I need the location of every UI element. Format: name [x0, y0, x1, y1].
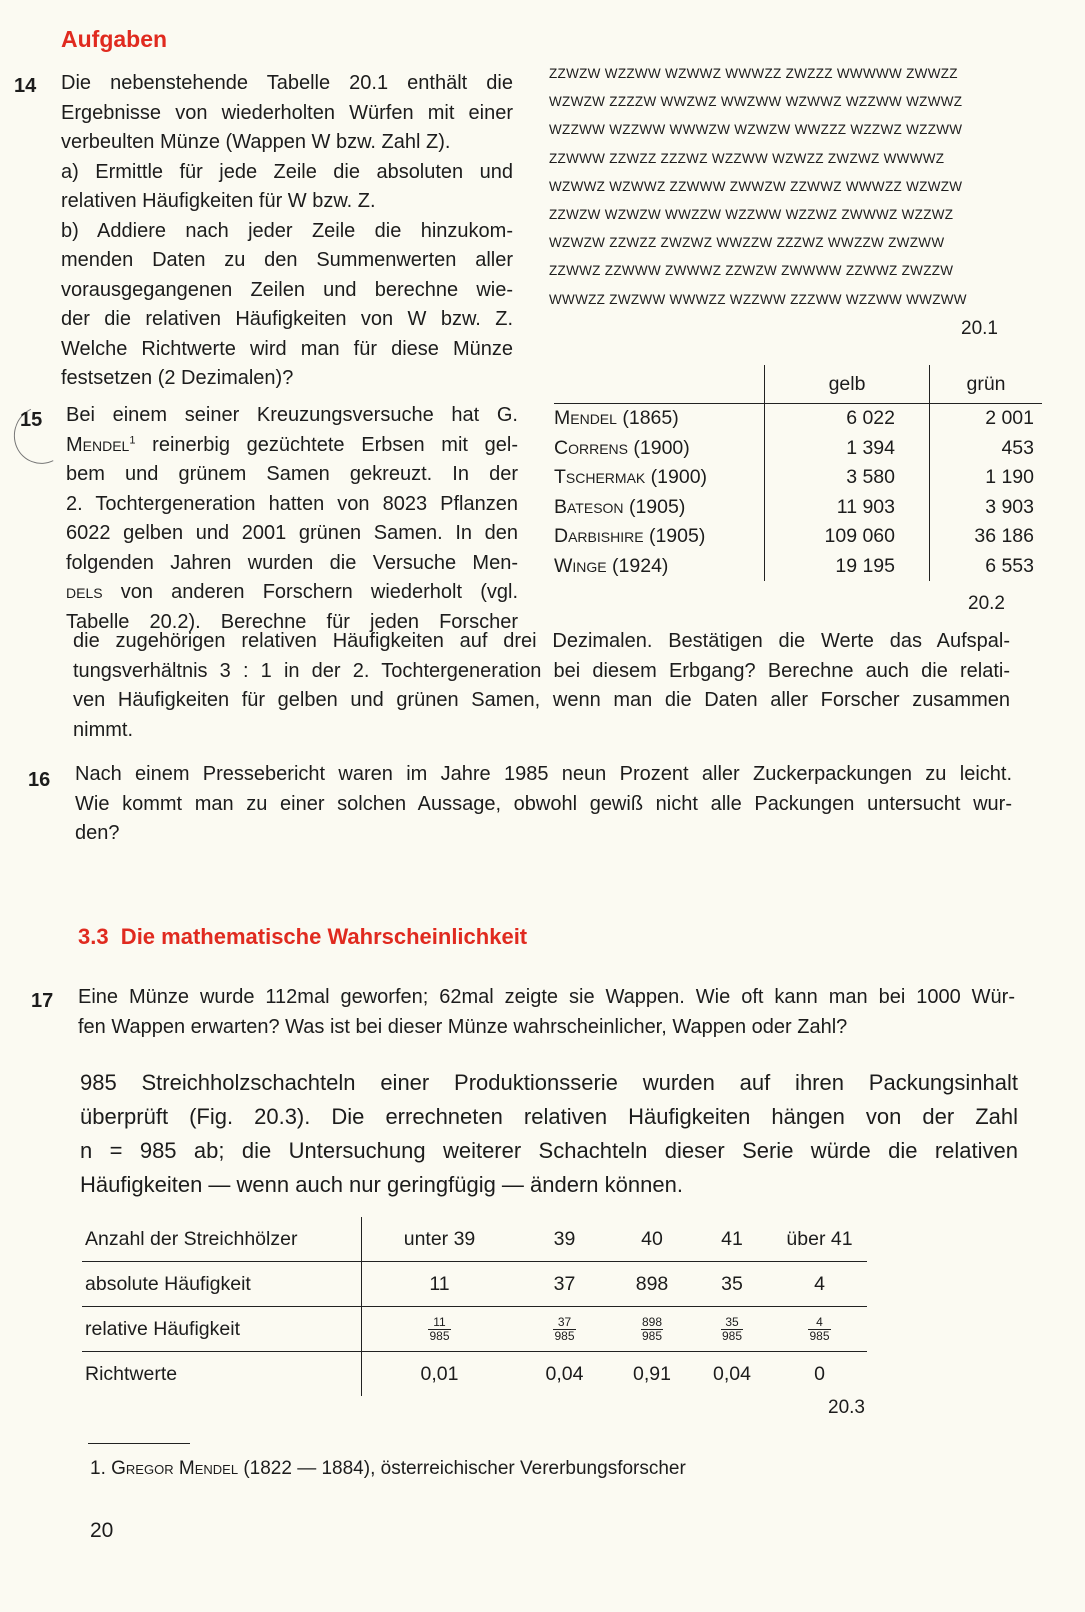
- table-cell: 0,01: [362, 1352, 518, 1397]
- fraction: [553, 1316, 575, 1343]
- researcher-cell: [554, 434, 765, 464]
- intro-paragraph: [80, 1066, 1018, 1202]
- table-20-2: [554, 365, 1042, 581]
- table-row: [554, 463, 1042, 493]
- gruen-cell: 2 001: [930, 404, 1043, 434]
- researcher-name: Tschermak: [554, 466, 646, 489]
- footnote-name: Gregor Mendel: [111, 1458, 239, 1479]
- table-header-cell: [554, 365, 765, 404]
- denominator: 985: [809, 1328, 830, 1343]
- table-20-2-caption: 20.2: [968, 593, 1005, 614]
- researcher-name: Darbishire: [554, 525, 644, 548]
- task-15-line: die zugehörigen relativen Häufigkeiten auf drei Dezimalen. Bestätigen die Werte das Aufspal-: [73, 630, 1010, 652]
- table-cell: [612, 1307, 692, 1352]
- gelb-cell: 109 060: [765, 522, 930, 552]
- numerator: 4: [808, 1316, 830, 1330]
- numerator: 898: [641, 1314, 663, 1329]
- gruen-cell: 6 553: [930, 552, 1043, 582]
- gelb-cell: 1 394: [765, 434, 930, 464]
- table-cell: unter 39: [403, 1227, 476, 1250]
- task-15-line: Tabelle 20.2). Berechne für jeden Forscher: [66, 610, 518, 633]
- table-20-1-caption: 20.1: [961, 318, 998, 339]
- intro-line: 985 Streichholzschachteln einer Produktionsserie wurden auf ihren Packungsinhalt: [80, 1070, 1018, 1095]
- table-row: [554, 552, 1042, 582]
- task-14-line: relativen Häufigkeiten für W bzw. Z.: [61, 190, 376, 212]
- task-14-line: b) Addiere nach jeder Zeile die hinzukom-: [61, 219, 513, 242]
- task-14-line: verbeulten Münze (Wappen W bzw. Zahl Z).: [61, 131, 451, 153]
- table-cell: 40: [641, 1227, 663, 1250]
- task-15-line-rest: reinerbig gezüchtete Erbsen mit gel-: [135, 433, 518, 456]
- fraction: [808, 1316, 830, 1343]
- aufgaben-heading: Aufgaben: [61, 26, 168, 52]
- table-cell: [692, 1307, 772, 1352]
- footnote-text: (1822 — 1884), österreichischer Vererbungsforscher: [238, 1458, 686, 1479]
- fraction: [641, 1316, 663, 1343]
- task-15-line: ven Häufigkeiten für gelben und grünen Samen, wenn man die Daten aller Forscher zusammen: [73, 689, 1010, 711]
- denominator: 985: [641, 1328, 663, 1343]
- intro-line: n = 985 ab; die Untersuchung weiterer Schachteln dieser Serie würde die relativen: [80, 1138, 1018, 1163]
- gruen-cell: 36 186: [930, 522, 1043, 552]
- task-15-line: [66, 578, 518, 608]
- table-header-row: [554, 365, 1042, 404]
- numerator: 37: [553, 1316, 575, 1330]
- researcher-name: Winge: [554, 554, 607, 577]
- table-cell: 37: [517, 1262, 612, 1307]
- task-15-line: [66, 431, 518, 461]
- task-14-text: [61, 69, 513, 394]
- researcher-name: Mendel: [554, 407, 617, 430]
- intro-line: überprüft (Fig. 20.3). Die errechneten relativen Häufigkeiten hängen von der Zahl: [80, 1104, 1018, 1129]
- table-cell: [772, 1307, 867, 1352]
- researcher-name: Correns: [554, 436, 628, 459]
- researcher-cell: [554, 493, 765, 523]
- researcher-cell: [554, 404, 765, 434]
- gruen-cell: 3 903: [930, 493, 1043, 523]
- table-row: [82, 1307, 867, 1352]
- researcher-year: (1924): [606, 554, 669, 577]
- table-cell: [362, 1307, 518, 1352]
- table-row: [82, 1217, 867, 1262]
- table-row: [554, 434, 1042, 464]
- denominator: 985: [554, 1328, 575, 1343]
- researcher-year: (1900): [627, 436, 690, 459]
- gelb-cell: 19 195: [765, 552, 930, 582]
- task-15-line: bem und grünem Samen gekreuzt. In der: [66, 463, 518, 485]
- task-17-line: Eine Münze wurde 112mal geworfen; 62mal zeigte sie Wappen. Wie oft kann man bei 1000 Wür-: [78, 986, 1015, 1008]
- researcher-cell: [554, 463, 765, 493]
- footnote-divider: [88, 1443, 190, 1444]
- table-header-cell: gelb: [765, 365, 930, 404]
- table-cell: 0: [772, 1352, 867, 1397]
- table-20-3: [82, 1217, 867, 1396]
- table-cell: 0,04: [692, 1352, 772, 1397]
- wz-row: WZWWZ WZWWZ ZZWWW ZWWZW ZZWWZ WWWZZ WZWZW: [549, 178, 963, 194]
- table-cell: 41: [721, 1227, 743, 1250]
- numerator: 35: [721, 1316, 743, 1330]
- wz-row: WZZWW WZZWW WWWZW WZWZW WWZZZ WZZWZ WZZWW: [549, 122, 963, 138]
- task-15-text-wide: [73, 627, 1010, 745]
- researcher-year: (1900): [645, 466, 708, 489]
- table-row: [554, 404, 1042, 434]
- footnote-mark: 1: [129, 433, 136, 446]
- table-row: [554, 522, 1042, 552]
- row-label: Richtwerte: [82, 1352, 362, 1397]
- task-15-line: 6022 gelben und 2001 grünen Samen. In den: [66, 522, 518, 544]
- table-cell: 898: [612, 1262, 692, 1307]
- task-14-line: menden Daten zu den Summenwerten aller: [61, 249, 513, 271]
- denominator: 985: [429, 1328, 450, 1343]
- gruen-cell: 1 190: [930, 463, 1043, 493]
- task-16-line: den?: [75, 822, 120, 844]
- table-20-3-caption: 20.3: [828, 1397, 865, 1418]
- wz-row: WWWZZ ZWZWW WWWZZ WZZWW ZZZWW WZZWW WWZWW: [549, 291, 967, 307]
- task-14-line: Ergebnisse von wiederholten Würfen mit einer: [61, 101, 513, 124]
- table-row: [82, 1262, 867, 1307]
- table-cell: 11: [362, 1262, 518, 1307]
- table-cell: 0,04: [517, 1352, 612, 1397]
- task-14-line: festsetzen (2 Dezimalen)?: [61, 367, 294, 389]
- intro-line: Häufigkeiten — wenn auch nur geringfügig — ändern können.: [80, 1172, 683, 1197]
- task-15-line: Bei einem seiner Kreuzungsversuche hat G.: [66, 404, 518, 426]
- task-16-line: Wie kommt man zu einer solchen Aussage, obwohl gewiß nicht alle Packungen untersucht wur-: [75, 792, 1012, 815]
- table-cell: [517, 1307, 612, 1352]
- fraction: [721, 1316, 743, 1343]
- task-14-line: a) Ermittle für jede Zeile die absoluten und: [61, 160, 513, 183]
- wz-row: ZZWZW WZWZW WWZZW WZZWW WZZWZ ZWWWZ WZZWZ: [549, 207, 954, 223]
- row-label: absolute Häufigkeit: [82, 1262, 362, 1307]
- task-15-line-rest: von anderen Forschern wiederholt (vgl.: [102, 581, 518, 603]
- task-17-number: 17: [31, 990, 54, 1012]
- gelb-cell: 3 580: [765, 463, 930, 493]
- researcher-name: Bateson: [554, 495, 624, 518]
- task-15-line: 2. Tochtergeneration hatten von 8023 Pflanzen: [66, 492, 518, 515]
- wz-row: WZWZW ZZZZW WWZWZ WWZWW WZWWZ WZZWW WZWWZ: [549, 94, 963, 110]
- table-cell: 35: [692, 1262, 772, 1307]
- table-header-cell: grün: [930, 365, 1043, 404]
- task-14-number: 14: [14, 75, 37, 97]
- fraction: [428, 1316, 450, 1343]
- table-cell: über 41: [786, 1227, 853, 1250]
- wz-row: ZZWZW WZZWW WZWWZ WWWZZ ZWZZZ WWWWW ZWWZZ: [549, 66, 958, 81]
- task-16-number: 16: [28, 769, 51, 791]
- task-14-line: vorausgegangenen Zeilen und berechne wie-: [61, 278, 513, 301]
- table-row: [82, 1352, 867, 1397]
- table-20-1: [549, 60, 967, 314]
- table-cell: 0,91: [612, 1352, 692, 1397]
- task-14-line: Die nebenstehende Tabelle 20.1 enthält die: [61, 72, 513, 94]
- task-17-text: [78, 983, 1015, 1042]
- denominator: 985: [721, 1328, 743, 1343]
- wz-row: WZWZW ZZWZZ ZWZWZ WWZZW ZZZWZ WWZZW ZWZWW: [549, 235, 945, 251]
- task-17-line: fen Wappen erwarten? Was ist bei dieser Münze wahrscheinlicher, Wappen oder Zahl?: [78, 1015, 848, 1038]
- task-14-line: der die relativen Häufigkeiten von W bzw. Z.: [61, 308, 513, 330]
- table-cell: 39: [553, 1227, 576, 1250]
- row-label: Anzahl der Streichhölzer: [82, 1217, 362, 1262]
- footnote-number: 1.: [90, 1458, 106, 1479]
- gelb-cell: 11 903: [765, 493, 930, 523]
- researcher-year: (1905): [643, 525, 706, 548]
- researcher-cell: [554, 522, 765, 552]
- wz-row: ZZWWZ ZZWWW ZWWWZ ZZWZW ZWWWW ZZWWZ ZWZZW: [549, 263, 954, 279]
- task-15-line: nimmt.: [73, 718, 133, 741]
- gruen-cell: 453: [930, 434, 1043, 464]
- mendel-name: Mendel: [66, 433, 130, 456]
- footnote: [90, 1458, 686, 1480]
- researcher-cell: [554, 552, 765, 582]
- task-16-text: [75, 760, 1012, 849]
- mendels-name: dels: [66, 581, 103, 603]
- gelb-cell: 6 022: [765, 404, 930, 434]
- task-15-number: 15: [20, 409, 43, 431]
- task-15-line: tungsverhältnis 3 : 1 in der 2. Tochtergeneration bei diesem Erbgang? Berechne auch die relati-: [73, 659, 1010, 682]
- task-14-line: Welche Richtwerte wird man für diese Münze: [61, 337, 513, 360]
- row-label: relative Häufigkeit: [82, 1307, 362, 1352]
- numerator: 11: [428, 1316, 450, 1330]
- task-16-line: Nach einem Pressebericht waren im Jahre 1985 neun Prozent aller Zuckerpackungen zu leicht.: [75, 763, 1012, 785]
- table-cell: 4: [772, 1262, 867, 1307]
- section-heading: 3.3 Die mathematische Wahrscheinlichkeit: [78, 924, 528, 949]
- researcher-year: (1865): [616, 407, 679, 430]
- wz-row: ZZWWW ZZWZZ ZZZWZ WZZWW WZWZZ ZWZWZ WWWWZ: [549, 150, 945, 166]
- page-number: 20: [90, 1519, 114, 1542]
- task-15-line: folgenden Jahren wurden die Versuche Men-: [66, 551, 518, 574]
- table-row: [554, 493, 1042, 523]
- task-15-text-narrow: [66, 401, 518, 637]
- researcher-year: (1905): [623, 495, 686, 518]
